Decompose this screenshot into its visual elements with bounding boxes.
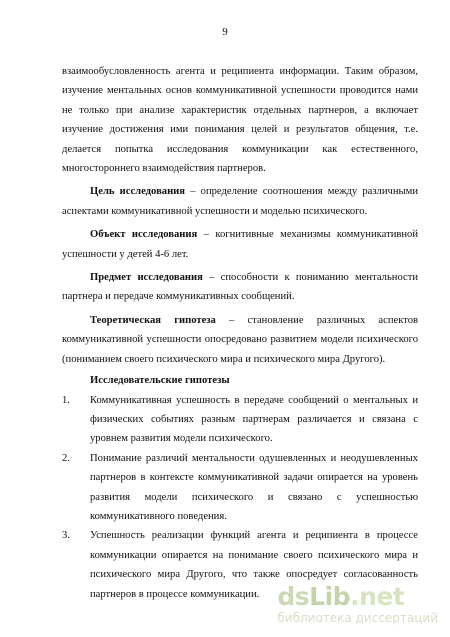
subject-paragraph: [62, 268, 418, 307]
intro-paragraph: взаимообусловленность агента и реципиента информации. Таким образом, изучение ментальных основ коммуникативной успешности проводится нами не только при анализе характеристик отдельных партнеров, а включает изучение достижения ими понимания целей и результатов общения, т.е. делается попытка исследования коммуникации как естественного, многостороннего взаимодействия партнеров.: [62, 66, 418, 175]
object-paragraph: [62, 225, 418, 264]
subject-text: – способности к пониманию ментальности партнера и передаче коммуникативных сообщений.: [62, 272, 419, 303]
hypothesis-paragraph: [62, 311, 418, 369]
goal-paragraph: [62, 182, 418, 221]
hypothesis-label: Теоретическая гипотеза: [90, 314, 216, 326]
logo-ds: ds: [277, 582, 310, 611]
research-hypotheses-heading: Исследовательские гипотезы: [90, 375, 230, 387]
list-item: [62, 449, 418, 527]
list-item-text: Коммуникативная успешность в передаче сообщений о ментальных и физических событиях разным партнерам различается и связана с уровнем развития модели психического.: [90, 394, 418, 445]
list-item-text: Понимание различий ментальности одушевленных и неодушевленных партнеров в контексте коммуникативной задачи опирается на уровень развития модели психического и связано с успешностью коммуникативного поведения.: [90, 452, 418, 522]
logo-net: .net: [350, 582, 405, 611]
list-item-number: 2.: [62, 452, 70, 464]
goal-text: – определение соотношения между различными аспектами коммуникативной успешности и моделью психического.: [62, 186, 418, 217]
subject-label: Предмет исследования: [90, 272, 203, 284]
logo-lib: Lib: [309, 582, 351, 611]
goal-label: Цель исследования: [90, 186, 186, 198]
page-number: 9: [222, 26, 228, 38]
document-body: [62, 62, 418, 604]
dslib-logo: [277, 584, 438, 610]
dslib-watermark: [277, 584, 438, 625]
list-item-text: Успешность реализации функций агента и реципиента в процессе коммуникации опирается на понимание своего психического мира и психического мира Другого, что также опосредует согласованность партнеров в процессе коммуникации.: [90, 530, 418, 600]
watermark-subtitle: библиотека диссертаций: [277, 611, 438, 625]
object-label: Объект исследования: [90, 229, 198, 241]
list-item-number: 3.: [62, 530, 70, 542]
list-item-number: 1.: [62, 394, 70, 406]
hypothesis-text: – становление различных аспектов коммуникативной успешности опосредовано развитием модели психического (пониманием своего психического мира и психического мира Другого).: [62, 314, 418, 365]
list-item: [62, 391, 418, 449]
research-hypotheses-list: [62, 391, 418, 604]
object-text: – когнитивные механизмы коммуникативной успешности у детей 4-6 лет.: [62, 229, 418, 260]
